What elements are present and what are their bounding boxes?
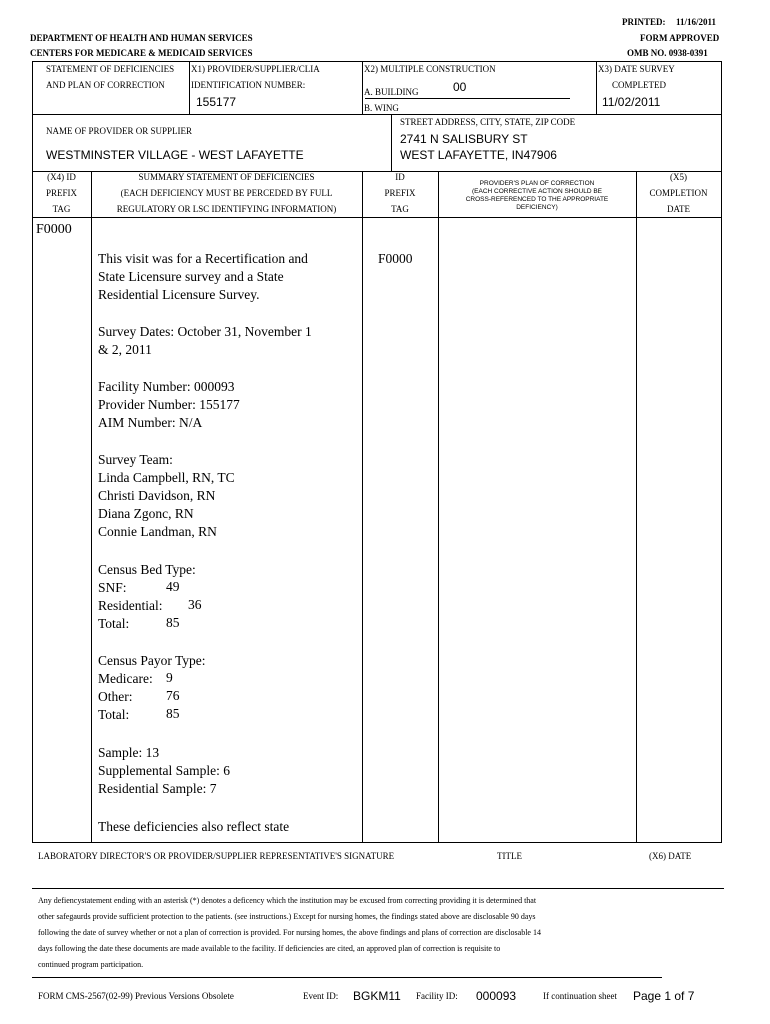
- payor-value: 76: [166, 688, 180, 703]
- statement-label-2: AND PLAN OF CORRECTION: [46, 80, 165, 90]
- payor-heading: Census Payor Type:: [98, 653, 206, 668]
- plan-header-3: CROSS-REFERENCED TO THE APPROPRIATE: [465, 196, 609, 203]
- rule-right: [721, 61, 722, 842]
- entry-line: Provider Number: 155177: [98, 397, 240, 412]
- summary-header-2: (EACH DEFICIENCY MUST BE PERCEDED BY FULL: [120, 188, 333, 198]
- sample-line: Sample: 13: [98, 745, 160, 760]
- summary-header-3: REGULATORY OR LSC IDENTIFYING INFORMATION): [116, 204, 337, 214]
- provider-id-label-1: X1) PROVIDER/SUPPLIER/CLIA: [191, 64, 320, 74]
- provider-name-label: NAME OF PROVIDER OR SUPPLIER: [46, 126, 193, 136]
- plan-header-2: (EACH CORRECTIVE ACTION SHOULD BE: [471, 188, 603, 195]
- statement-label-1: STATEMENT OF DEFICIENCIES: [46, 64, 175, 74]
- entry-line: Diana Zgonc, RN: [98, 506, 194, 521]
- disclaimer-line: Any defiencystatement ending with an asterisk (*) denotes a deficency which the institution may be excused from correcting providing it is determined that: [38, 896, 537, 905]
- bed-label: Residential:: [98, 598, 163, 613]
- centers-name: CENTERS FOR MEDICARE & MEDICAID SERVICES: [30, 48, 253, 58]
- signature-label: LABORATORY DIRECTOR'S OR PROVIDER/SUPPLIER REPRESENTATIVE'S SIGNATURE: [38, 851, 395, 861]
- sample-line: Supplemental Sample: 6: [98, 763, 230, 778]
- rule-under-column-headers: [32, 217, 722, 218]
- event-id-label: Event ID:: [303, 991, 339, 1001]
- entry-line: Survey Team:: [98, 452, 173, 467]
- multiple-construction-label: X2) MULTIPLE CONSTRUCTION: [364, 64, 496, 74]
- payor-value: 85: [166, 706, 180, 721]
- sample-line: Residential Sample: 7: [98, 781, 217, 796]
- date-survey-label: X3) DATE SURVEY: [598, 64, 675, 74]
- printed-label: PRINTED:: [622, 17, 666, 27]
- wing-label: B. WING: [364, 103, 399, 113]
- x4-header-3: TAG: [52, 204, 71, 214]
- entry-line: Facility Number: 000093: [98, 379, 235, 394]
- entry-line: Linda Campbell, RN, TC: [98, 470, 235, 485]
- entry-line: Survey Dates: October 31, November 1: [98, 324, 312, 339]
- disclaimer-line: continued program participation.: [38, 960, 144, 969]
- building-label: A. BUILDING: [364, 87, 419, 97]
- provider-id-value: 155177: [196, 95, 237, 109]
- disclaimer-line: following the date of survey whether or not a plan of correction is provided. For nursing homes, the above findings and plans of correction are disclosable 14: [38, 928, 541, 937]
- facility-id-value: 000093: [476, 989, 517, 1003]
- entry-line: This visit was for a Recertification and: [98, 251, 308, 266]
- id-header-3: TAG: [391, 204, 409, 214]
- x4-header-2: PREFIX: [45, 188, 77, 198]
- tag-right: F0000: [378, 251, 413, 266]
- bed-value: 36: [188, 597, 202, 612]
- date-label: (X6) DATE: [649, 851, 692, 861]
- rule-bottom-body: [32, 842, 722, 843]
- address-line-1: 2741 N SALISBURY ST: [400, 132, 528, 146]
- omb-number: OMB NO. 0938-0391: [627, 48, 708, 58]
- event-id-value: BGKM11: [353, 989, 401, 1003]
- department-name: DEPARTMENT OF HEALTH AND HUMAN SERVICES: [30, 33, 253, 43]
- x5-header-2: COMPLETION: [649, 188, 708, 198]
- summary-header-1: SUMMARY STATEMENT OF DEFICIENCIES: [138, 172, 315, 182]
- rule-col-3: [438, 171, 439, 842]
- completed-label: COMPLETED: [612, 80, 666, 90]
- payor-label: Medicare:: [98, 671, 153, 686]
- plan-header-4: DEFICIENCY): [516, 204, 558, 211]
- rule-provider-split: [391, 114, 392, 171]
- disclaimer-line: other safegaurds provide sufficient protection to the patients. (see instructions.) Except for nursing homes, the findings stated above are disclosable 90 days: [38, 912, 536, 921]
- continuation-label: If continuation sheet: [543, 991, 617, 1001]
- provider-id-label-2: IDENTIFICATION NUMBER:: [191, 80, 306, 90]
- title-label: TITLE: [497, 851, 522, 861]
- disclaimer-line: days following the date these documents are made available to the facility. If deficiencies are cited, an approved plan of correction is requisite to: [38, 944, 501, 953]
- rule-signature: [32, 888, 724, 889]
- x4-header-1: (X4) ID: [47, 172, 76, 182]
- rule-col-2: [362, 171, 363, 842]
- entry-line: Residential Licensure Survey.: [98, 287, 260, 302]
- building-value: 00: [453, 80, 467, 94]
- entry-line: Connie Landman, RN: [98, 524, 217, 539]
- rule-col-4: [636, 171, 637, 842]
- form-number: FORM CMS-2567(02-99) Previous Versions Obsolete: [38, 991, 234, 1001]
- rule-top: [32, 61, 722, 62]
- rule-col-1: [91, 171, 92, 842]
- plan-header-1: PROVIDER'S PLAN OF CORRECTION: [479, 180, 595, 187]
- rule-disclaimer: [32, 977, 662, 978]
- id-header-1: ID: [395, 172, 405, 182]
- rule-top-2: [362, 61, 363, 114]
- bed-value: 85: [166, 615, 180, 630]
- payor-label: Other:: [98, 689, 133, 704]
- entry-line: & 2, 2011: [98, 342, 152, 357]
- rule-top-1: [189, 61, 190, 114]
- rule-under-top-box: [32, 114, 722, 115]
- entry-line: AIM Number: N/A: [98, 415, 203, 430]
- entry-line: Census Bed Type:: [98, 562, 196, 577]
- printed-date: 11/16/2011: [676, 17, 717, 27]
- x5-header-3: DATE: [667, 204, 690, 214]
- bed-value: 49: [166, 579, 180, 594]
- rule-building: [365, 98, 570, 99]
- payor-label: Total:: [98, 707, 130, 722]
- payor-value: 9: [166, 670, 173, 685]
- entry-line: State Licensure survey and a State: [98, 269, 284, 284]
- id-header-2: PREFIX: [384, 188, 416, 198]
- tag-left: F0000: [36, 222, 72, 237]
- address-line-2: WEST LAFAYETTE, IN47906: [400, 148, 557, 162]
- address-label: STREET ADDRESS, CITY, STATE, ZIP CODE: [400, 117, 576, 127]
- facility-id-label: Facility ID:: [416, 991, 458, 1001]
- page-number: Page 1 of 7: [633, 989, 695, 1003]
- form-approved: FORM APPROVED: [640, 33, 720, 43]
- entry-last-line: These deficiencies also reflect state: [98, 819, 290, 834]
- provider-name-value: WESTMINSTER VILLAGE - WEST LAFAYETTE: [46, 148, 304, 162]
- x5-header-1: (X5): [670, 172, 687, 182]
- bed-label: Total:: [98, 616, 130, 631]
- date-survey-value: 11/02/2011: [602, 95, 661, 109]
- rule-top-3: [596, 61, 597, 114]
- entry-line: Christi Davidson, RN: [98, 488, 216, 503]
- bed-label: SNF:: [98, 580, 127, 595]
